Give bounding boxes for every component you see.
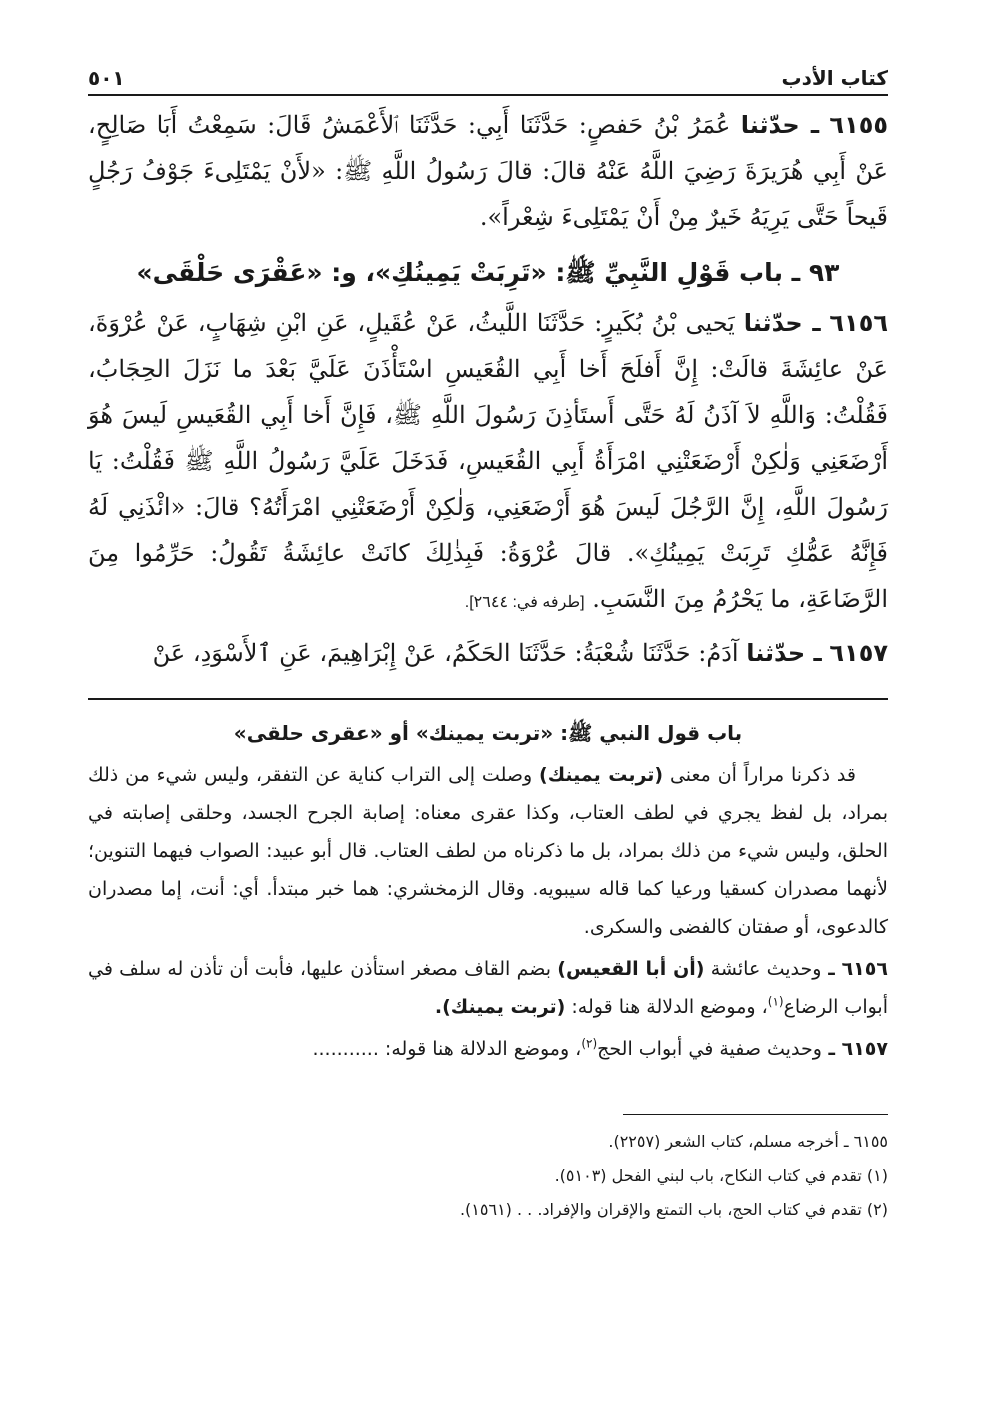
- footnotes: [88, 1125, 888, 1227]
- book-title: كتاب الأدب: [781, 66, 888, 90]
- commentary-emphasis: (تربت يمينك).: [434, 996, 566, 1018]
- commentary-title: باب قول النبي ﷺ: «تربت يمينك» أو «عقرى حلقى»: [233, 721, 743, 745]
- commentary-paragraph: ٦١٥٦ ـ وحديث عائشة (أن أبا القعيس) بضم القاف مصغر استأذن عليها، فأبت أن تأذن له سلف في أبواب الرضاع$^{(١)}$، وموضع الدلالة هنا قوله: (تربت يمينك).: [88, 958, 888, 1018]
- footnote-marker: (٢): [581, 1036, 598, 1051]
- hadith-number: ٦١٥٦: [829, 309, 888, 337]
- hadith-6155: ٦١٥٥ ـ حدّثنا عُمَرُ بْنُ حَفصٍ: حَدَّثَنَا أَبِي: حَدَّثَنَا ٱلأَعْمَشُ قَالَ: سَمِعْتُ أَبَا صَالِحٍ، عَنْ أَبِي هُرَيرَةَ رَضِيَ اللَّهُ عَنْهُ قالَ: قالَ رَسُولُ اللَّهِ ﷺ: «لأَنْ يَمْتَلِىءَ جَوْفُ رَجُلٍ قَيحاً حَتَّى يَرِيَهُ خَيرٌ مِنْ أَنْ يَمْتَلِىءَ شِعْراً».: [88, 111, 889, 231]
- main-text: [88, 102, 888, 676]
- commentary-text: وصلت إلى التراب كناية عن التفقر، وليس شيء من ذلك بمراد، بل لفظ يجري في لطف العتاب، وكذا عقرى معناه: إصابة الجرح الجسد، وحلقى إصابته في الحلق، وليس شيء من ذلك بمراد، بل ما ذكرناه من لطف العتاب. قال أبو عبيد: الصواب فيهما التنوين؛ لأنهما مصدران كسقيا ورعيا كما قاله سيبويه. وقال الزمخشري: هما خبر مبتدأ. أي: أنت، إما مصدران كالدعوى، أو صفتان كالفضى والسكرى.: [88, 764, 888, 938]
- section-divider: [88, 698, 888, 700]
- commentary-text: وحديث عائشة: [710, 958, 822, 980]
- cross-reference: [طرفه في: ٢٦٤٤].: [464, 594, 585, 611]
- commentary-emphasis: (تربت يمينك): [539, 764, 664, 786]
- commentary-emphasis: (أن أبا القعيس): [557, 958, 705, 980]
- footnote: (١) تقدم في كتاب النكاح، باب لبني الفحل (٥١٠٣).: [554, 1166, 888, 1185]
- footnote: ٦١٥٥ ـ أخرجه مسلم، كتاب الشعر (٢٢٥٧).: [608, 1132, 888, 1151]
- hadith-text: يَحيى بْنُ بُكَيرٍ: حَدَّثَنَا اللَّيثُ، عَنْ عُقَيلٍ، عَنِ ابْنِ شِهَابٍ، عَنْ عُرْوَةَ، عَنْ عائِشَةَ قالَتْ: إِنَّ أَفلَحَ أَخا أَبِي القُعَيسِ اسْتَأْذَنَ عَلَيَّ بَعْدَ ما نَزَلَ الحِجَابُ، فَقُلْتُ: وَاللَّهِ لاَ آذَنُ لَهُ حَتَّى أَستَأذِنَ رَسُولَ اللَّهِ ﷺ، فَإِنَّ أَخا أَبِي القُعَيسِ لَيسَ هُوَ أَرْضَعَنِي وَلٰكِنْ أَرْضَعَتْنِي امْرَأَةُ أَبِي القُعَيسِ، فَدَخَلَ عَلَيَّ رَسُولُ اللَّهِ ﷺ فَقُلْتُ: يَا رَسُولَ اللَّهِ، إِنَّ الرَّجُلَ لَيسَ هُوَ أَرْضَعَنِي، وَلٰكِنْ أَرْضَعَتْنِي امْرَأَتُهُ؟ قالَ: «ائْذَنِي لَهُ فَإِنَّهُ عَمُّكِ تَرِبَتْ يَمِينُكِ». قالَ عُرْوَةُ: فَبِذٰلِكَ كانَتْ عائِشَةُ تَقُولُ: حَرِّمُوا مِنَ الرَّضَاعَةِ، ما يَحْرُمُ مِنَ النَّسَبِ.: [88, 309, 888, 613]
- hadith-6157: ٦١٥٧ ـ حدّثنا آدَمُ: حَدَّثَنَا شُعْبَةُ: حَدَّثَنَا الحَكَمُ، عَنْ إِبْرَاهِيمَ، عَنِ ٱلأَسْوَدِ، عَنْ: [152, 639, 888, 667]
- footnote: (٢) تقدم في كتاب الحج، باب التمتع والإقران والإفراد. . . (١٥٦١).: [459, 1200, 888, 1219]
- hadith-number: ٦١٥٦: [841, 958, 888, 980]
- hadith-label: حدّثنا: [743, 309, 803, 337]
- commentary-text: وحديث صفية في أبواب الحج: [597, 1038, 822, 1060]
- commentary-text: ، وموضع الدلالة هنا قوله:: [571, 996, 768, 1018]
- commentary: [88, 714, 888, 1068]
- running-head: [88, 50, 888, 90]
- commentary-paragraph: ٦١٥٧ ـ وحديث صفية في أبواب الحج$^{(٢)}$، وموضع الدلالة هنا قوله: ...........: [312, 1036, 888, 1060]
- commentary-paragraph: [88, 756, 888, 946]
- page-number: ٥٠١: [88, 66, 125, 90]
- commentary-text: قد ذكرنا مراراً أن معنى: [669, 764, 856, 786]
- footnote-rule: [623, 1114, 888, 1115]
- chapter-heading: ٩٣ ـ باب قَوْلِ النَّبِيِّ ﷺ: «تَرِبَتْ يَمِينُكِ»، و: «عَقْرَى حَلْقَى»: [136, 258, 840, 287]
- commentary-text: ، وموضع الدلالة هنا قوله: ...........: [312, 1038, 582, 1060]
- hadith-text: آدَمُ: حَدَّثَنَا شُعْبَةُ: حَدَّثَنَا الحَكَمُ، عَنْ إِبْرَاهِيمَ، عَنِ ٱلأَسْوَدِ، عَنْ: [152, 639, 739, 667]
- hadith-number: ٦١٥٧: [841, 1038, 888, 1060]
- hadith-number: ٦١٥٥: [829, 111, 889, 139]
- page: [88, 50, 888, 1370]
- header-rule: [88, 94, 888, 96]
- footnote-marker: (١): [767, 994, 784, 1009]
- hadith-6156: ٦١٥٦ ـ حدّثنا يَحيى بْنُ بُكَيرٍ: حَدَّثَنَا اللَّيثُ، عَنْ عُقَيلٍ، عَنِ ابْنِ شِهَابٍ، عَنْ عُرْوَةَ، عَنْ عائِشَةَ قالَتْ: إِنَّ أَفلَحَ أَخا أَبِي القُعَيسِ اسْتَأْذَنَ عَلَيَّ بَعْدَ ما نَزَلَ الحِجَابُ، فَقُلْتُ: وَاللَّهِ لاَ آذَنُ لَهُ حَتَّى أَستَأذِنَ رَسُولَ اللَّهِ ﷺ، فَإِنَّ أَخا أَبِي القُعَيسِ لَيسَ هُوَ أَرْضَعَنِي وَلٰكِنْ أَرْضَعَتْنِي امْرَأَةُ أَبِي القُعَيسِ، فَدَخَلَ عَلَيَّ رَسُولُ اللَّهِ ﷺ فَقُلْتُ: يَا رَسُولَ اللَّهِ، إِنَّ الرَّجُلَ لَيسَ هُوَ أَرْضَعَنِي، وَلٰكِنْ أَرْضَعَتْنِي امْرَأَتُهُ؟ قالَ: «ائْذَنِي لَهُ فَإِنَّهُ عَمُّكِ تَرِبَتْ يَمِينُكِ». قالَ عُرْوَةُ: فَبِذٰلِكَ كانَتْ عائِشَةُ تَقُولُ: حَرِّمُوا مِنَ الرَّضَاعَةِ، ما يَحْرُمُ مِنَ النَّسَبِ. [طرفه في: ٢٦٤٤].: [88, 309, 888, 613]
- commentary-text: بضم القاف مصغر استأذن عليها، فأبت أن تأذن له سلف في أبواب الرضاع: [88, 958, 888, 1018]
- hadith-label: حدّثنا: [740, 111, 800, 139]
- hadith-number: ٦١٥٧: [829, 639, 888, 667]
- hadith-text: عُمَرُ بْنُ حَفصٍ: حَدَّثَنَا أَبِي: حَدَّثَنَا ٱلأَعْمَشُ قَالَ: سَمِعْتُ أَبَا صَالِحٍ، عَنْ أَبِي هُرَيرَةَ رَضِيَ اللَّهُ عَنْهُ قالَ: قالَ رَسُولُ اللَّهِ ﷺ: «لأَنْ يَمْتَلِىءَ جَوْفُ رَجُلٍ قَيحاً حَتَّى يَرِيَهُ خَيرٌ مِنْ أَنْ يَمْتَلِىءَ شِعْراً».: [88, 111, 888, 231]
- hadith-label: حدّثنا: [746, 639, 806, 667]
